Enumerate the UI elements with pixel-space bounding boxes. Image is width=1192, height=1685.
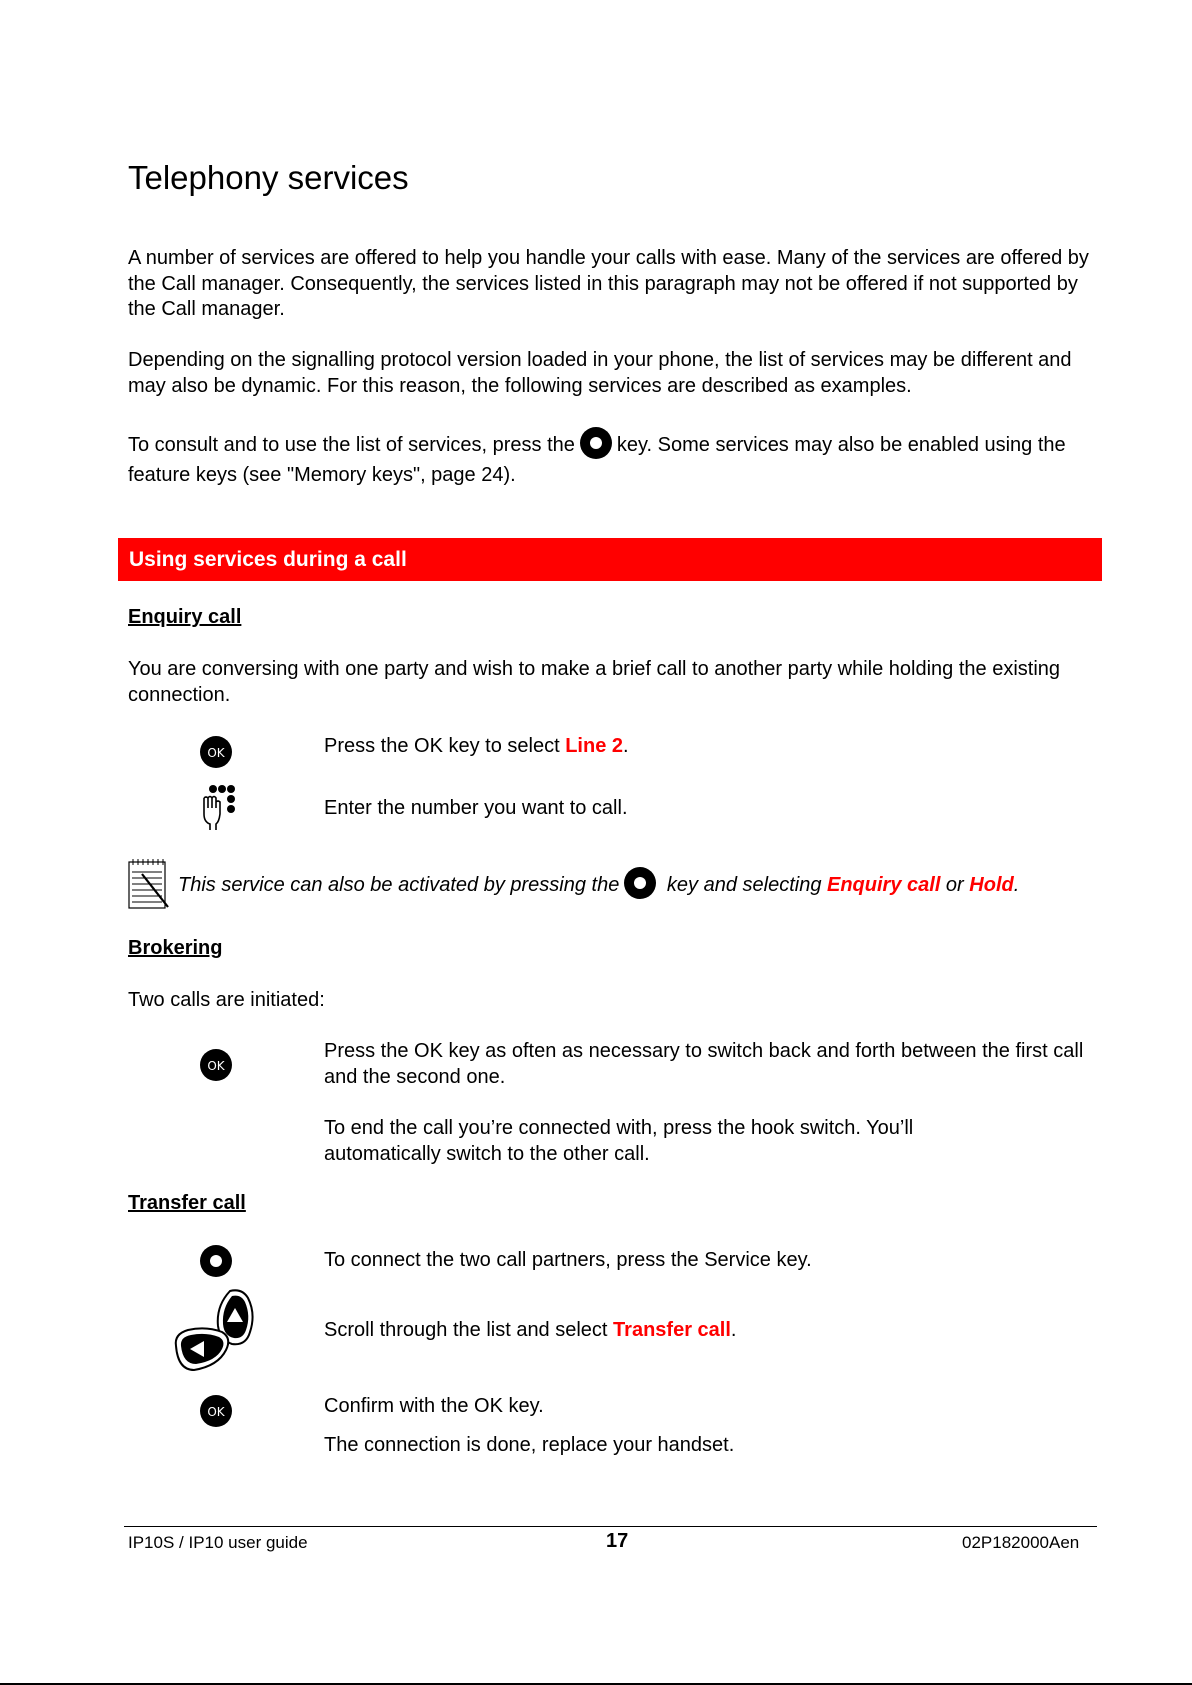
- transfer-step-2: [324, 1318, 1094, 1344]
- brokering-step-1: Press the OK key as often as necessary to switch back and forth between the first call and the second one.: [324, 1040, 1084, 1088]
- enquiry-step-1-highlight: Line 2: [565, 735, 624, 757]
- footer-guide-title: IP10S / IP10 user guide: [128, 1533, 308, 1552]
- page-title: Telephony services: [128, 159, 409, 196]
- footer-divider: [124, 1526, 1097, 1527]
- footer-page-number: 17: [606, 1530, 629, 1552]
- brokering-step-2: To end the call you’re connected with, press the hook switch. You’ll automatically switch to the other call.: [324, 1117, 914, 1165]
- enquiry-step-1: [324, 734, 1094, 760]
- transfer-step-2-highlight: Transfer call: [613, 1319, 731, 1341]
- transfer-step-2-end: .: [730, 1319, 737, 1341]
- ok-key-icon: [199, 735, 233, 769]
- enquiry-step-2: Enter the number you want to call.: [324, 797, 628, 819]
- section-banner: [118, 538, 1102, 581]
- enquiry-note-text: This service can also be activated by pressing the: [178, 874, 620, 896]
- brokering-heading: Brokering: [128, 937, 223, 959]
- transfer-step-1: To connect the two call partners, press the Service key.: [324, 1249, 812, 1271]
- brokering-description: Two calls are initiated:: [128, 989, 325, 1011]
- intro-paragraph-1: A number of services are offered to help you handle your calls with ease. Many of the services are offered by the Call manager. Consequently, the services listed in this paragraph may not be offered if not supported by the Call manager.: [128, 247, 1089, 320]
- enquiry-note: [178, 870, 1019, 900]
- service-key-icon: [199, 1244, 233, 1278]
- enquiry-note-end: .: [1013, 874, 1020, 896]
- navigator-icon: [172, 1286, 262, 1378]
- intro-p3-text-after: key. Some services may also be enabled using the feature keys (see "Memory keys", page 24).: [128, 434, 1066, 486]
- enquiry-call-description: You are conversing with one party and wish to make a brief call to another party while holding the existing connection.: [128, 658, 1061, 706]
- intro-paragraph-3: [128, 430, 1108, 490]
- intro-paragraph-2: Depending on the signalling protocol version loaded in your phone, the list of services may be different and may also be dynamic. For this reason, the following services are described as examples.: [128, 349, 1072, 397]
- svg-text:OK: OK: [207, 1405, 225, 1419]
- notepad-icon: [128, 858, 172, 910]
- svg-text:OK: OK: [207, 1059, 225, 1073]
- enquiry-note-highlight-1: Enquiry call: [827, 874, 941, 896]
- section-banner-label: Using services during a call: [129, 548, 407, 571]
- transfer-step-4: The connection is done, replace your handset.: [324, 1434, 735, 1456]
- enquiry-step-1-end: .: [623, 735, 629, 757]
- transfer-step-3: Confirm with the OK key.: [324, 1395, 544, 1417]
- footer-document-code: 02P182000Aen: [962, 1533, 1080, 1552]
- enquiry-note-or: or: [940, 874, 970, 896]
- transfer-call-heading: Transfer call: [128, 1192, 246, 1214]
- enquiry-call-heading: Enquiry call: [128, 606, 242, 628]
- enquiry-step-1-text: Press the OK key to select: [324, 735, 566, 757]
- keypad-icon: [198, 784, 236, 830]
- ok-key-icon: [199, 1394, 233, 1428]
- intro-p3-text-before: To consult and to use the list of services, press the: [128, 434, 575, 456]
- enquiry-note-mid: key and selecting: [661, 874, 827, 896]
- service-key-icon: [579, 426, 613, 460]
- service-key-icon: [623, 866, 657, 900]
- ok-key-icon: [199, 1048, 233, 1082]
- svg-text:OK: OK: [207, 746, 225, 760]
- enquiry-note-highlight-2: Hold: [969, 874, 1014, 896]
- transfer-step-2-text: Scroll through the list and select: [324, 1319, 614, 1341]
